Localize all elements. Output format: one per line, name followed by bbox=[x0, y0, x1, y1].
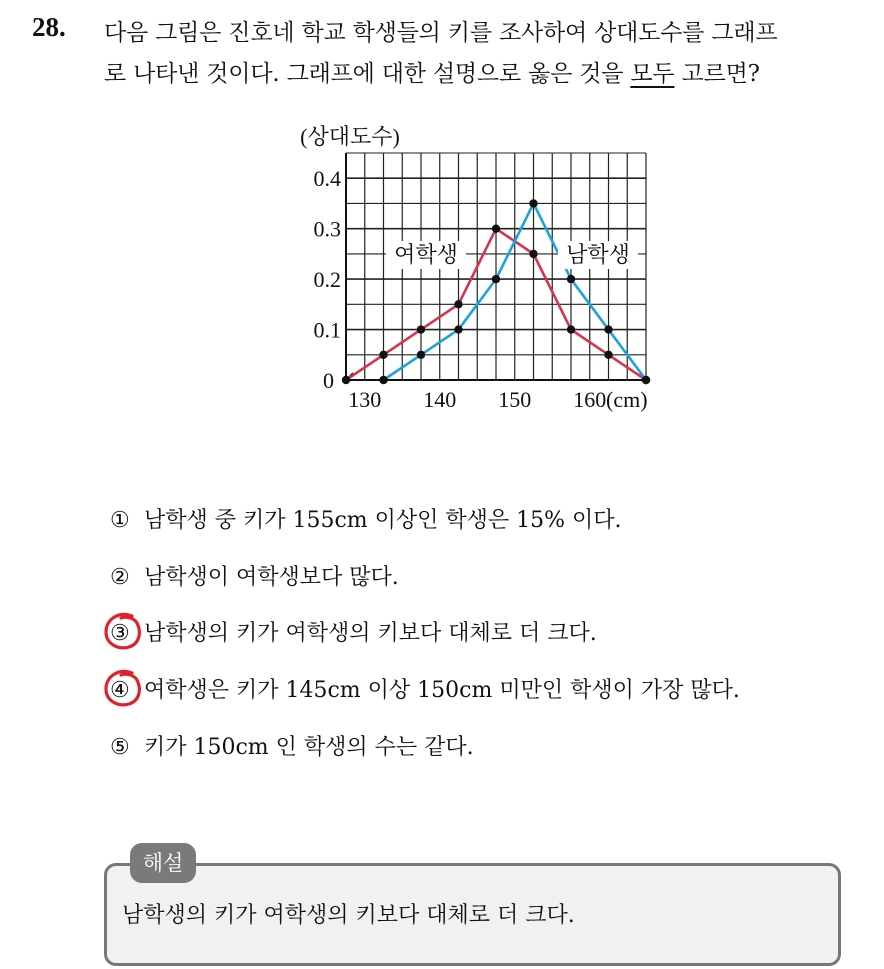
data-point bbox=[379, 376, 387, 384]
choice-text: 남학생의 키가 여학생의 키보다 대체로 더 크다. bbox=[144, 621, 597, 646]
question-number: 28. bbox=[32, 12, 66, 42]
choice-text: 남학생 중 키가 155cm 이상인 학생은 15% 이다. bbox=[144, 508, 622, 533]
choice-4[interactable] bbox=[110, 673, 740, 704]
x-tick-label: 130 bbox=[348, 387, 382, 412]
choice-number: ④ bbox=[110, 678, 130, 703]
x-axis-unit: (cm) bbox=[606, 387, 648, 412]
choice-text: 여학생은 키가 145cm 이상 150cm 미만인 학생이 가장 많다. bbox=[144, 678, 740, 703]
data-point bbox=[492, 224, 500, 232]
choice-1[interactable] bbox=[110, 503, 622, 534]
choice-number: ③ bbox=[110, 621, 130, 646]
data-point bbox=[604, 351, 612, 359]
data-point bbox=[379, 351, 387, 359]
data-point bbox=[567, 275, 575, 283]
data-point bbox=[492, 275, 500, 283]
choice-3[interactable] bbox=[110, 616, 597, 647]
series-label-female: 여학생 bbox=[394, 242, 458, 267]
explanation-title: 해설 bbox=[130, 843, 196, 883]
choice-text: 키가 150cm 인 학생의 수는 같다. bbox=[144, 735, 474, 760]
choice-number: ② bbox=[110, 565, 130, 590]
choice-number: ⑤ bbox=[110, 735, 130, 760]
choice-5[interactable] bbox=[110, 730, 474, 761]
answer-circle-mark-icon bbox=[101, 666, 145, 710]
data-point bbox=[529, 250, 537, 258]
relative-frequency-chart bbox=[0, 0, 884, 470]
x-tick-label: 160 bbox=[573, 387, 607, 412]
choice-text: 남학생이 여학생보다 많다. bbox=[144, 565, 399, 590]
data-point bbox=[417, 325, 425, 333]
data-point bbox=[642, 376, 650, 384]
question-text-part: 로 나타낸 것이다. 그래프에 대한 설명으로 옳은 것을 bbox=[104, 61, 631, 87]
y-axis-label: (상대도수) bbox=[300, 124, 400, 149]
data-point bbox=[342, 376, 350, 384]
explanation-text: 남학생의 키가 여학생의 키보다 대체로 더 크다. bbox=[122, 903, 575, 928]
question-emphasis: 모두 bbox=[630, 61, 675, 87]
data-point bbox=[454, 325, 462, 333]
data-point bbox=[567, 325, 575, 333]
data-point bbox=[604, 325, 612, 333]
x-tick-label: 150 bbox=[498, 387, 532, 412]
choice-number: ① bbox=[110, 508, 130, 533]
series-label-male: 남학생 bbox=[566, 242, 630, 267]
choice-2[interactable] bbox=[110, 560, 399, 591]
x-tick-label: 140 bbox=[423, 387, 457, 412]
question-text-part: 고르면? bbox=[674, 61, 760, 87]
data-point bbox=[529, 199, 537, 207]
data-point bbox=[417, 351, 425, 359]
question-text-line1: 다음 그림은 진호네 학교 학생들의 키를 조사하여 상대도수를 그래프 bbox=[104, 20, 778, 46]
y-tick-label: 0.4 bbox=[313, 166, 341, 192]
data-point bbox=[454, 300, 462, 308]
chart-labels bbox=[300, 124, 647, 412]
y-tick-label: 0.1 bbox=[313, 317, 341, 343]
y-tick-label: 0.3 bbox=[313, 216, 341, 242]
answer-circle-mark-icon bbox=[101, 609, 145, 653]
y-tick-label: 0 bbox=[323, 368, 334, 393]
y-tick-label: 0.2 bbox=[313, 267, 341, 293]
